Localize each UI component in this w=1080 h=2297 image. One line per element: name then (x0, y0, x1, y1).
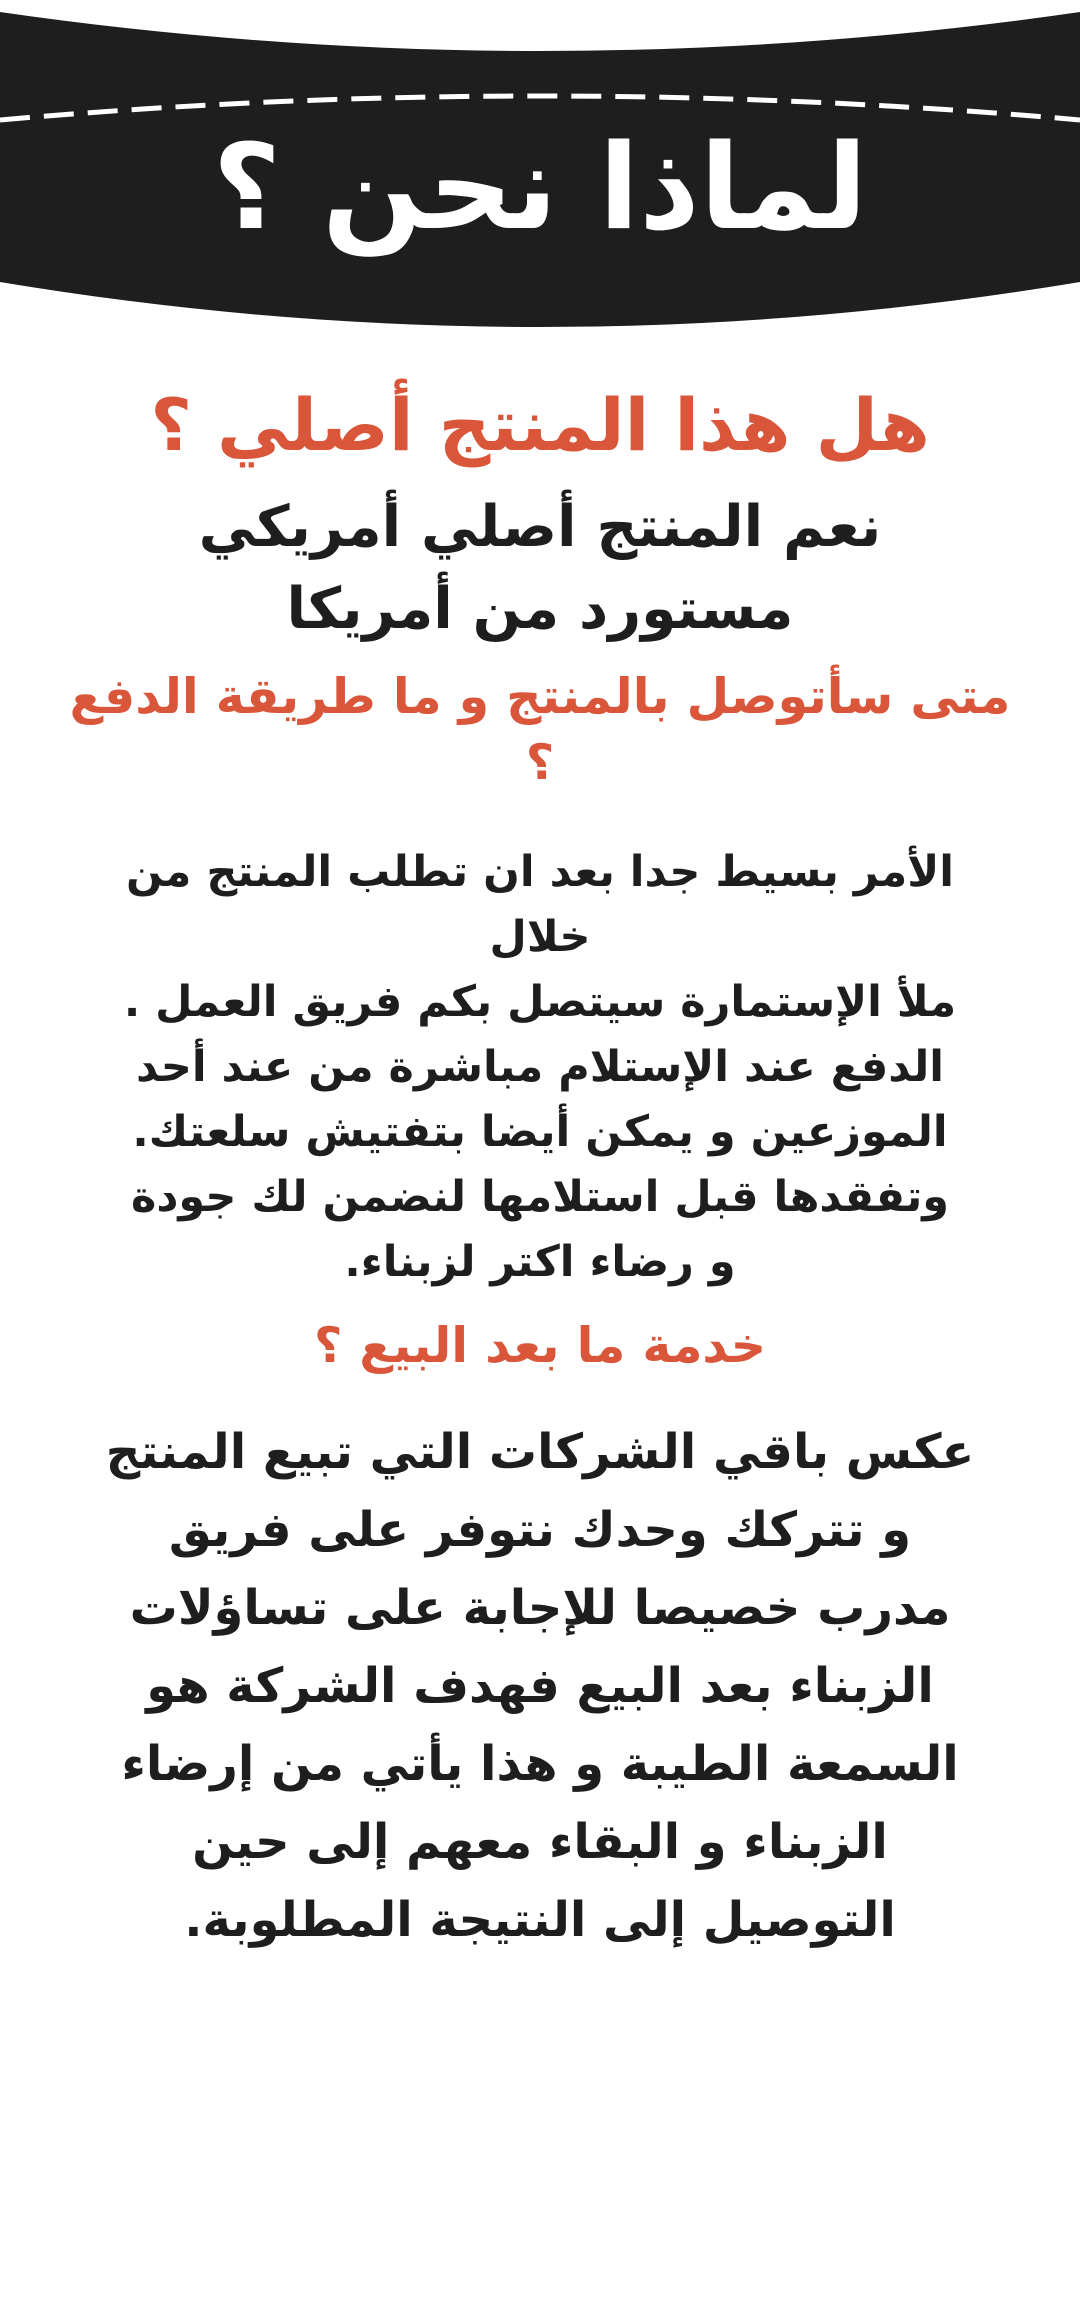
answer-line: مدرب خصيصا للإجابة على تساؤلات (129, 1580, 951, 1636)
answer-line: الدفع عند الإستلام مباشرة من عند أحد (136, 1042, 944, 1092)
answer-delivery-payment (60, 840, 1020, 1295)
question-original: هل هذا المنتج أصلي ؟ (150, 383, 930, 467)
page-title: لماذا نحن ؟ (212, 118, 868, 256)
answer-after-sales (60, 1413, 1020, 1959)
answer-line: الزبناء بعد البيع فهدف الشركة هو (146, 1658, 934, 1714)
faq-content (60, 372, 1020, 1959)
answer-line: وتفقدها قبل استلامها لنضمن لك جودة (130, 1172, 950, 1222)
answer-line: عكس باقي الشركات التي تبيع المنتج (105, 1424, 975, 1480)
answer-line: الأمر بسيط جدا بعد ان تطلب المنتج من خلال (126, 847, 954, 962)
answer-line: السمعة الطيبة و هذا يأتي من إرضاء (121, 1736, 959, 1792)
answer-line: ملأ الإستمارة سيتصل بكم فريق العمل . (123, 977, 957, 1027)
answer-line: و رضاء اكتر لزبناء. (344, 1237, 736, 1287)
answer-original (60, 486, 1020, 650)
question-after-sales: خدمة ما بعد البيع ؟ (313, 1317, 767, 1374)
answer-line: التوصيل إلى النتيجة المطلوبة. (184, 1892, 896, 1948)
answer-line: نعم المنتج أصلي أمريكي (198, 494, 882, 560)
header-banner (0, 0, 1080, 340)
answer-line: الموزعين و يمكن أيضا بتفتيش سلعتك. (132, 1107, 948, 1157)
answer-line: مستورد من أمريكا (286, 576, 794, 642)
answer-line: الزبناء و البقاء معهم إلى حين (192, 1814, 888, 1870)
question-delivery-payment: متى سأتوصل بالمنتج و ما طريقة الدفع ؟ (69, 668, 1011, 791)
answer-line: و تتركك وحدك نتوفر على فريق (168, 1502, 912, 1558)
